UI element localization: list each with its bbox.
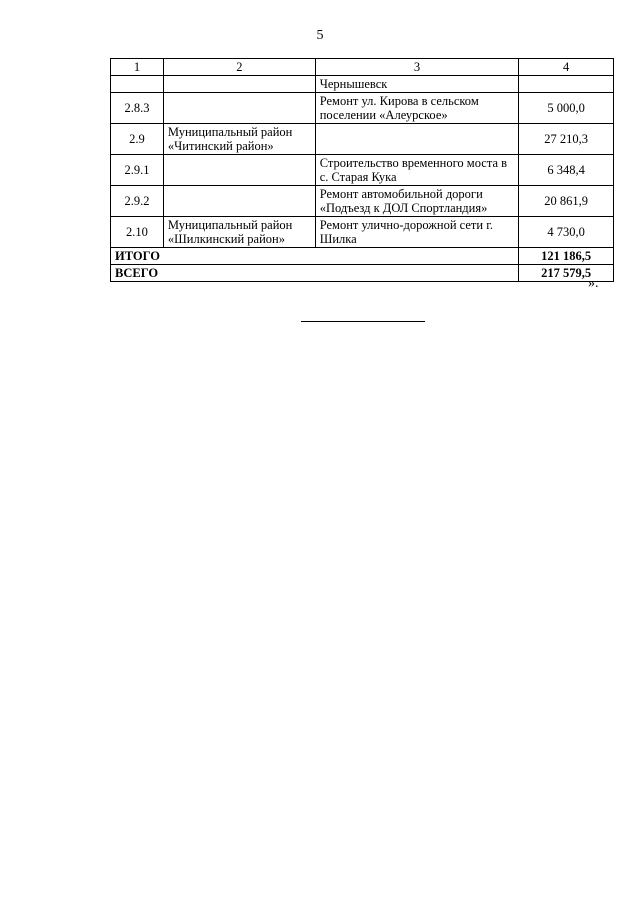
row-number: 2.9.2: [111, 186, 164, 217]
row-district: Муниципальный район «Шилкинский район»: [163, 217, 315, 248]
row-amount: 5 000,0: [519, 93, 614, 124]
header-col-2: 2: [163, 59, 315, 76]
total-label: ИТОГО: [111, 248, 519, 265]
table-header-row: [111, 59, 614, 76]
row-object: Ремонт улично-дорожной сети г. Шилка: [315, 217, 519, 248]
budget-table: [110, 58, 614, 282]
header-col-4: 4: [519, 59, 614, 76]
row-number: 2.9.1: [111, 155, 164, 186]
separator-line: [301, 321, 425, 322]
row-district: [163, 93, 315, 124]
row-district: [163, 186, 315, 217]
table-row: [111, 186, 614, 217]
row-amount: 6 348,4: [519, 155, 614, 186]
row-amount: 27 210,3: [519, 124, 614, 155]
total-amount: 121 186,5: [519, 248, 614, 265]
row-object: Чернышевск: [315, 76, 519, 93]
grand-total-label: ВСЕГО: [111, 265, 519, 282]
row-object: Ремонт ул. Кирова в сельском поселении «Алеурское»: [315, 93, 519, 124]
closing-quote-mark: ».: [588, 276, 599, 291]
table-row: [111, 76, 614, 93]
total-row: [111, 248, 614, 265]
row-number: 2.10: [111, 217, 164, 248]
table-row: [111, 217, 614, 248]
row-district: [163, 155, 315, 186]
row-district: [163, 76, 315, 93]
row-amount: [519, 76, 614, 93]
header-col-3: 3: [315, 59, 519, 76]
row-district: Муниципальный район «Читинский район»: [163, 124, 315, 155]
table-row: [111, 93, 614, 124]
row-amount: 20 861,9: [519, 186, 614, 217]
row-number: 2.8.3: [111, 93, 164, 124]
page-number: 5: [316, 28, 324, 43]
table-row: [111, 155, 614, 186]
table-row: [111, 124, 614, 155]
grand-total-amount: 217 579,5: [519, 265, 614, 282]
row-object: Строительство временного моста в с. Старая Кука: [315, 155, 519, 186]
row-amount: 4 730,0: [519, 217, 614, 248]
grand-total-row: [111, 265, 614, 282]
header-col-1: 1: [111, 59, 164, 76]
row-number: 2.9: [111, 124, 164, 155]
row-object: Ремонт автомобильной дороги «Подъезд к ДОЛ Спортландия»: [315, 186, 519, 217]
row-number: [111, 76, 164, 93]
row-object: [315, 124, 519, 155]
